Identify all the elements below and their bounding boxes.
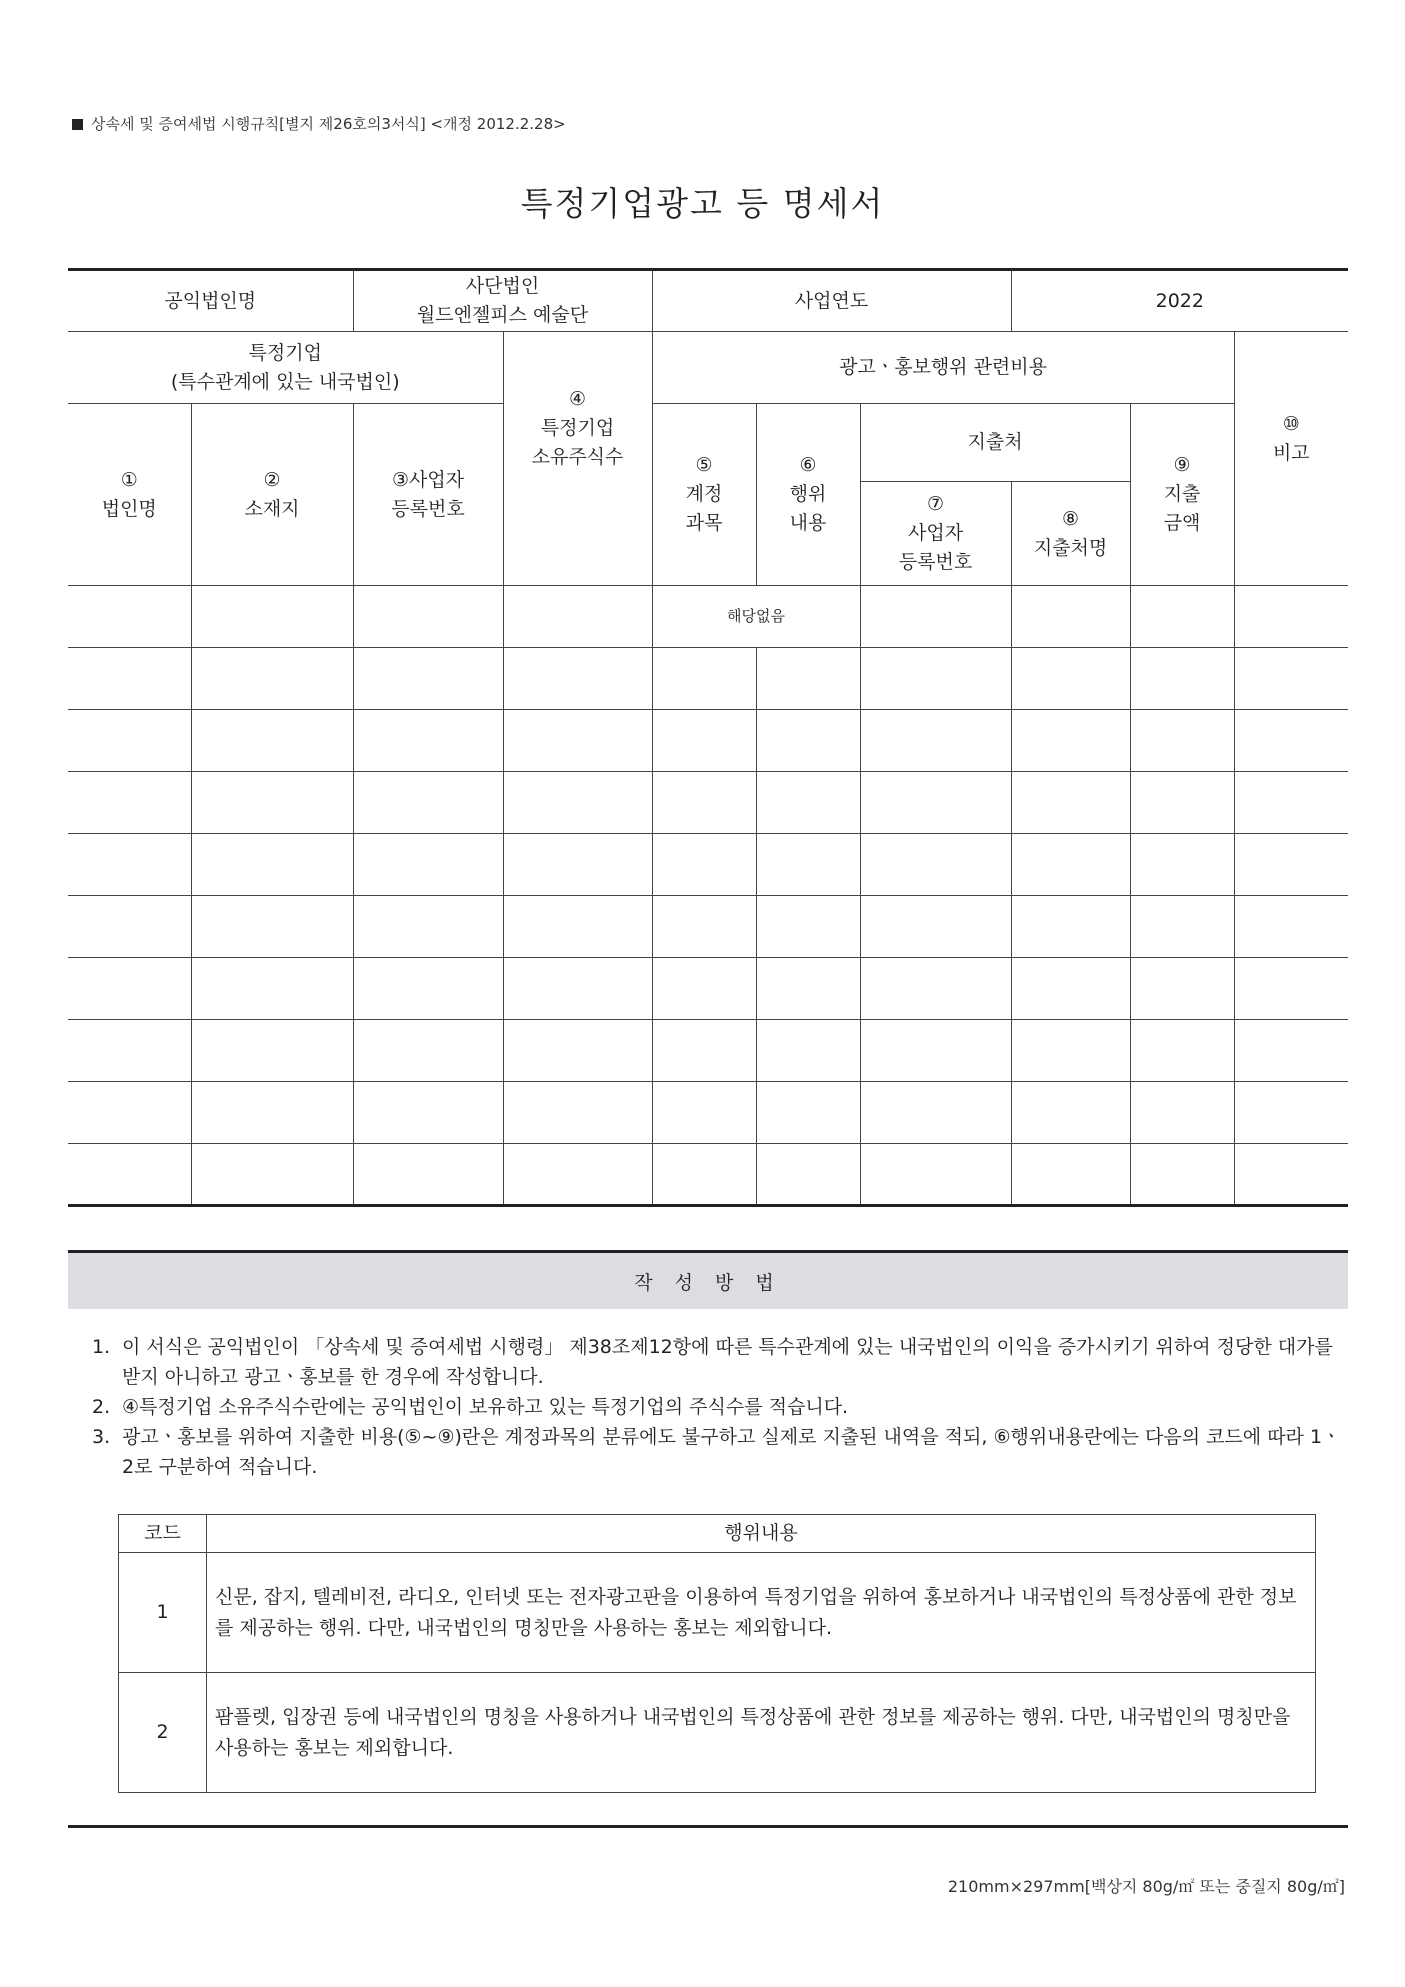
table-cell (756, 710, 860, 772)
table-row (68, 710, 1348, 772)
table-cell (1011, 710, 1130, 772)
company-group-line2: (특수관계에 있는 내국법인) (170, 370, 400, 393)
instruction-number: 2. (92, 1396, 111, 1418)
col-action-header (756, 404, 860, 586)
table-cell (860, 586, 1011, 648)
company-group-line1: 특정기업 (248, 341, 322, 364)
table-cell (652, 710, 756, 772)
instruction-item (92, 1392, 1348, 1422)
table-cell (1011, 834, 1130, 896)
col7-line1: 사업자 (908, 522, 964, 544)
col4-line2: 소유주식수 (531, 446, 624, 468)
table-cell (1234, 896, 1348, 958)
table-row (68, 648, 1348, 710)
table-cell (191, 1020, 353, 1082)
code-row (119, 1673, 1316, 1793)
bottom-divider (68, 1825, 1348, 1828)
col-corp-name-header (68, 404, 191, 586)
instruction-item (92, 1422, 1348, 1482)
col-amount-header (1130, 404, 1234, 586)
table-cell (503, 1082, 652, 1144)
ad-statement-table (68, 268, 1348, 1207)
col-remarks-header (1234, 332, 1348, 586)
table-cell (1011, 1144, 1130, 1206)
col-location-header (191, 404, 353, 586)
fiscal-year-label: 사업연도 (652, 270, 1011, 332)
table-cell (860, 648, 1011, 710)
corp-name-label: 공익법인명 (68, 270, 353, 332)
table-cell (68, 958, 191, 1020)
col2-num: ② (263, 468, 281, 491)
table-cell (756, 958, 860, 1020)
table-cell (1234, 1082, 1348, 1144)
code-description: 팜플렛, 입장권 등에 내국법인의 명칭을 사용하거나 내국법인의 특정상품에 관한 정보를 제공하는 행위. 다만, 내국법인의 명칭만을 사용하는 홍보는 제외합니다. (207, 1673, 1316, 1793)
table-cell (860, 834, 1011, 896)
action-column-header: 행위내용 (207, 1515, 1316, 1553)
table-cell (1011, 896, 1130, 958)
table-cell (1130, 896, 1234, 958)
table-cell (860, 1144, 1011, 1206)
table-cell (1011, 586, 1130, 648)
table-cell (1234, 772, 1348, 834)
col3-line2: 등록번호 (391, 497, 465, 520)
table-cell (1234, 1144, 1348, 1206)
table-cell (503, 648, 652, 710)
table-cell (1011, 648, 1130, 710)
ad-cost-group-header: 광고ㆍ홍보행위 관련비용 (652, 332, 1234, 404)
fiscal-year-value: 2022 (1011, 270, 1348, 332)
table-cell (1130, 1020, 1234, 1082)
methods-title-bar (68, 1250, 1348, 1309)
instructions-list (92, 1332, 1348, 1482)
table-cell (1130, 772, 1234, 834)
table-cell (860, 710, 1011, 772)
table-cell (191, 1082, 353, 1144)
table-row (68, 1144, 1348, 1206)
table-cell (353, 896, 503, 958)
table-cell (353, 648, 503, 710)
col7-num: ⑦ (927, 493, 945, 515)
corp-name-value (353, 270, 652, 332)
table-cell (756, 772, 860, 834)
table-cell (1234, 586, 1348, 648)
table-cell (652, 1144, 756, 1206)
col5-line2: 과목 (685, 512, 723, 534)
table-cell (1130, 1082, 1234, 1144)
table-cell (503, 772, 652, 834)
code-value: 2 (119, 1673, 207, 1793)
col6-num: ⑥ (799, 454, 817, 476)
no-entries-note: 해당없음 (652, 586, 860, 648)
table-cell (652, 896, 756, 958)
table-cell (860, 1020, 1011, 1082)
table-cell (1130, 648, 1234, 710)
col4-num: ④ (568, 388, 587, 410)
table-cell (1011, 772, 1130, 834)
col9-line2: 금액 (1163, 512, 1201, 534)
col8-label: 지출처명 (1033, 536, 1108, 559)
code-value: 1 (119, 1553, 207, 1673)
table-row (68, 834, 1348, 896)
code-column-header: 코드 (119, 1515, 207, 1553)
table-cell (652, 958, 756, 1020)
col9-num: ⑨ (1173, 454, 1191, 476)
paper-spec: 210mm×297mm[백상지 80g/㎡ 또는 중질지 80g/㎡] (947, 1877, 1345, 1896)
instruction-text: 광고ㆍ홍보를 위하여 지출한 비용(⑤~⑨)란은 계정과목의 분류에도 불구하고 실제로 지출된 내역을 적되, ⑥행위내용란에는 다음의 코드에 따라 1ㆍ2로 구분하여 적습니다. (122, 1426, 1341, 1478)
col3-line1: ③사업자 (391, 468, 465, 491)
table-cell (68, 772, 191, 834)
table-cell (503, 1144, 652, 1206)
table-cell (860, 896, 1011, 958)
table-cell (353, 1144, 503, 1206)
square-bullet-icon (72, 119, 83, 130)
table-cell (353, 710, 503, 772)
table-cell (1011, 1020, 1130, 1082)
table-cell (652, 772, 756, 834)
col5-num: ⑤ (695, 454, 713, 476)
table-cell (652, 648, 756, 710)
code-table (118, 1514, 1316, 1793)
table-cell (353, 834, 503, 896)
table-cell (860, 1082, 1011, 1144)
table-cell (191, 896, 353, 958)
col-account-header (652, 404, 756, 586)
table-cell (353, 1082, 503, 1144)
col1-num: ① (120, 468, 138, 491)
table-cell (860, 772, 1011, 834)
table-cell (1130, 958, 1234, 1020)
instruction-text: ④특정기업 소유주식수란에는 공익법인이 보유하고 있는 특정기업의 주식수를 적습니다. (122, 1396, 849, 1418)
table-cell (191, 1144, 353, 1206)
col-spend-biz-reg-header (860, 482, 1011, 586)
corp-name-line1: 사단법인 (465, 275, 540, 297)
instruction-item (92, 1332, 1348, 1392)
col9-line1: 지출 (1163, 483, 1201, 505)
table-cell (756, 834, 860, 896)
corp-name-line2: 월드엔젤피스 예술단 (416, 304, 589, 326)
form-reference-text: 상속세 및 증여세법 시행규칙[별지 제26호의3서식] <개정 2012.2.28> (91, 115, 566, 133)
table-cell (1130, 710, 1234, 772)
table-cell (68, 648, 191, 710)
table-cell (860, 958, 1011, 1020)
table-cell (191, 772, 353, 834)
col4-line1: 특정기업 (540, 417, 615, 439)
table-cell (652, 1082, 756, 1144)
table-cell (652, 834, 756, 896)
table-row (68, 586, 1348, 648)
table-cell (1234, 834, 1348, 896)
table-cell (1130, 586, 1234, 648)
table-cell (68, 1144, 191, 1206)
table-cell (756, 648, 860, 710)
table-cell (191, 648, 353, 710)
code-description: 신문, 잡지, 텔레비전, 라디오, 인터넷 또는 전자광고판을 이용하여 특정기업을 위하여 홍보하거나 내국법인의 특정상품에 관한 정보를 제공하는 행위. 다만, 내국법인의 명칭만을 사용하는 홍보는 제외합니다. (207, 1553, 1316, 1673)
table-cell (756, 1020, 860, 1082)
spend-group-header: 지출처 (860, 404, 1130, 482)
table-cell (191, 586, 353, 648)
methods-title: 작 성 방 법 (634, 1271, 782, 1294)
table-cell (191, 834, 353, 896)
table-cell (503, 834, 652, 896)
col1-label: 법인명 (101, 497, 157, 520)
col5-line1: 계정 (685, 483, 723, 505)
table-row (68, 958, 1348, 1020)
table-cell (1011, 958, 1130, 1020)
table-row (68, 772, 1348, 834)
table-cell (1011, 1082, 1130, 1144)
table-cell (191, 710, 353, 772)
col6-line2: 내용 (789, 512, 827, 534)
table-cell (756, 1082, 860, 1144)
table-cell (1130, 834, 1234, 896)
table-cell (353, 1020, 503, 1082)
page-title: 특정기업광고 등 명세서 (520, 184, 885, 223)
table-cell (68, 1020, 191, 1082)
table-cell (503, 710, 652, 772)
col8-num: ⑧ (1062, 507, 1080, 530)
col10-num: ⑩ (1282, 412, 1300, 435)
instruction-number: 1. (92, 1336, 111, 1358)
table-cell (503, 896, 652, 958)
col10-label: 비고 (1272, 441, 1310, 464)
table-cell (1130, 1144, 1234, 1206)
table-cell (353, 958, 503, 1020)
table-cell (68, 834, 191, 896)
table-cell (756, 1144, 860, 1206)
table-row (68, 1020, 1348, 1082)
code-row (119, 1553, 1316, 1673)
table-cell (191, 958, 353, 1020)
col2-label: 소재지 (244, 497, 300, 520)
instruction-number: 3. (92, 1426, 111, 1448)
table-row (68, 896, 1348, 958)
table-cell (353, 772, 503, 834)
form-reference (72, 113, 566, 134)
instruction-text: 이 서식은 공익법인이 「상속세 및 증여세법 시행령」 제38조제12항에 따른 특수관계에 있는 내국법인의 이익을 증가시키기 위하여 정당한 대가를 받지 아니하고 광고ㆍ홍보를 한 경우에 작성합니다. (122, 1336, 1333, 1388)
table-cell (1234, 648, 1348, 710)
table-cell (503, 1020, 652, 1082)
table-row (68, 1082, 1348, 1144)
col7-line2: 등록번호 (898, 551, 973, 573)
table-cell (1234, 1020, 1348, 1082)
col-spend-name-header (1011, 482, 1130, 586)
table-cell (503, 958, 652, 1020)
table-cell (503, 586, 652, 648)
table-cell (1234, 710, 1348, 772)
table-cell (652, 1020, 756, 1082)
table-cell (756, 896, 860, 958)
col-biz-reg-header (353, 404, 503, 586)
table-cell (353, 586, 503, 648)
col-shares-header (503, 332, 652, 586)
table-cell (68, 896, 191, 958)
table-cell (68, 1082, 191, 1144)
company-group-header (68, 332, 503, 404)
table-cell (68, 586, 191, 648)
table-cell (1234, 958, 1348, 1020)
table-cell (68, 710, 191, 772)
col6-line1: 행위 (789, 483, 827, 505)
